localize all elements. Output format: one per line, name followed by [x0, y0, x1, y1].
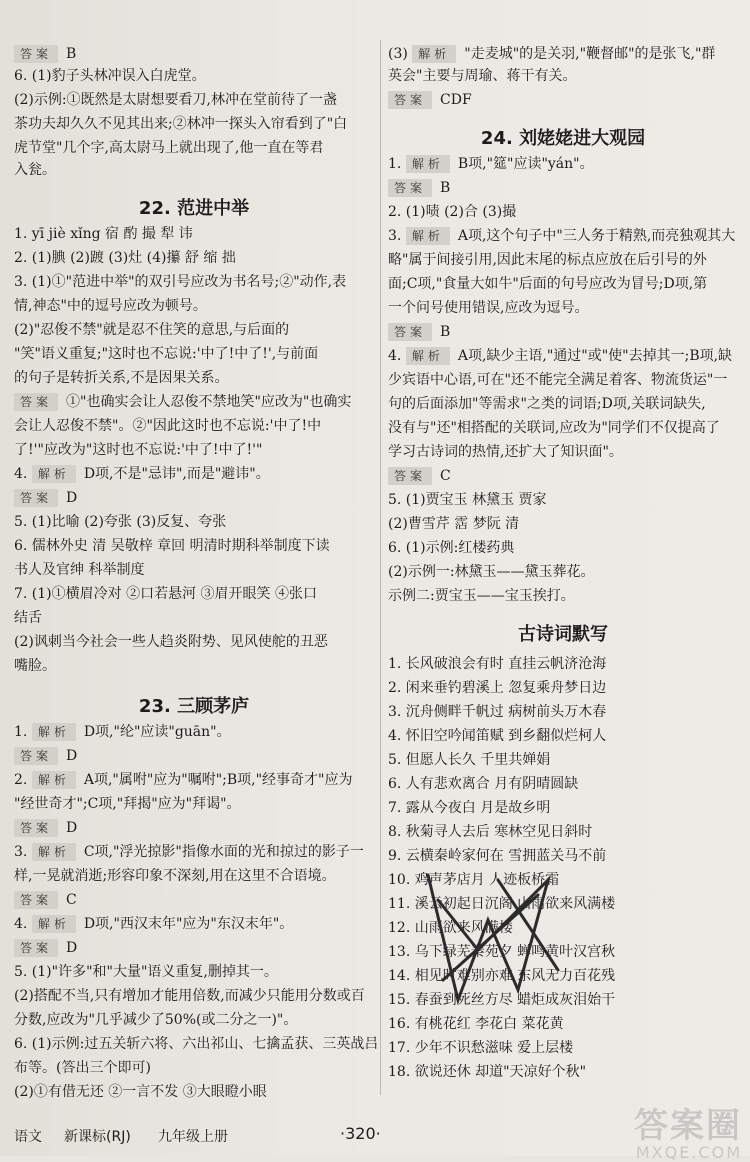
watermark-logo: 答案圈 [634, 1106, 742, 1146]
left-text-line: 3. (1)①"范进中举"的双引号应改为书名号;②"动作,表 [14, 274, 347, 290]
analysis-label: 解析 [32, 465, 76, 483]
footer-subject: 语文 [14, 1129, 42, 1145]
right-text-line: 示例二:贾宝玉——宝玉挨打。 [388, 588, 575, 604]
answer-label: 答案 [14, 45, 58, 63]
right-text-line: 7. 露从今夜白 月是故乡明 [388, 800, 551, 816]
left-section-title: 22. 范进中举 [138, 198, 250, 219]
left-text-line: 分数,应改为"几乎减少了50%(或二分之一)"。 [14, 1012, 298, 1028]
right-text-line: 18. 欲说还休 却道"天凉好个秋" [388, 1064, 587, 1080]
left-text-line: 嘴脸。 [14, 658, 56, 674]
watermark [634, 1098, 742, 1162]
left-text-line: (2)搭配不当,只有增加才能用倍数,而减少只能用分数或百 [14, 988, 365, 1004]
left-text-line [14, 818, 77, 838]
line-content: A项,这个句子中"三人务于精熟,而亮独观其大 [457, 228, 736, 244]
right-text-line: 2. (1)啧 (2)合 (3)撮 [388, 204, 517, 220]
watermark-url: MXQE.COM [635, 1143, 742, 1162]
line-content: D项,不是"忌讳",而是"避讳"。 [83, 466, 270, 482]
answer-label: 答案 [388, 467, 432, 485]
answer-label: 答案 [14, 891, 58, 909]
item-number: (3) [388, 46, 413, 62]
left-text-line: 5. (1)比喻 (2)夸张 (3)反复、夸张 [14, 514, 227, 530]
item-number: 1. [388, 156, 406, 172]
right-text-line: 12. 山雨欲来风满楼 [388, 920, 513, 936]
line-content: B [66, 46, 77, 62]
analysis-label: 解析 [32, 723, 76, 741]
right-text-line: 少宾语中心语,可在"还不能完全满足着客、物流货运"一 [388, 372, 728, 388]
left-text-line: 入瓮。 [14, 162, 56, 178]
right-text-line: 13. 乌下绿芜秦苑夕 蝉鸣黄叶汉宫秋 [388, 944, 616, 960]
answer-label: 答案 [14, 939, 58, 957]
left-text-line: 样,一晃就消逝;形容印象不深刻,用在这里不合语境。 [14, 868, 336, 884]
analysis-label: 解析 [32, 915, 76, 933]
line-content: A项,"属咐"应为"嘱咐";B项,"经事奇才"应为 [83, 772, 353, 788]
line-content: B项,"筵"应读"yán"。 [457, 156, 594, 172]
analysis-label: 解析 [412, 45, 456, 63]
column-divider [380, 40, 381, 1095]
line-content: B [440, 324, 451, 340]
right-text-line [388, 90, 472, 110]
footer-edition: 新课标(RJ) [64, 1129, 131, 1145]
right-text-line: 8. 秋菊寻人去后 寒林空见日斜时 [388, 824, 593, 840]
item-number: 4. [388, 348, 406, 364]
line-content: D项,"纶"应读"guān"。 [83, 724, 231, 740]
analysis-label: 解析 [32, 771, 76, 789]
item-number: 4. [14, 916, 32, 932]
left-text-line: "经世奇才";C项,"拜揭"应为"拜谒"。 [14, 796, 241, 812]
left-text-line: (2)"忍俊不禁"就是忍不住笑的意思,与后面的 [14, 322, 290, 338]
line-content: C [66, 892, 77, 908]
footer-grade: 九年级上册 [158, 1129, 228, 1145]
right-text-line: 15. 春蚕到死丝方尽 蜡炬成灰泪始干 [388, 992, 616, 1008]
right-text-line [388, 154, 594, 174]
answer-label: 答案 [14, 747, 58, 765]
left-text-line [14, 44, 76, 64]
right-text-line: 5. 但愿人长久 千里共婵娟 [388, 752, 551, 768]
line-content: CDF [440, 92, 472, 108]
right-text-line [388, 322, 450, 342]
left-text-line: 书人及官绅 科举制度 [14, 562, 145, 578]
right-text-line: 略"属于间接引用,因此末尾的标点应放在后引号的外 [388, 252, 707, 268]
item-number: 4. [14, 466, 32, 482]
analysis-label: 解析 [406, 155, 450, 173]
item-number: 2. [14, 772, 32, 788]
right-text-line [388, 346, 732, 366]
left-text-line [14, 722, 231, 742]
left-text-line [14, 914, 293, 934]
left-text-line: 虎节堂"几个字,高太尉马上就出现了,他一直在等君 [14, 140, 324, 156]
left-text-line: 的句子是转折关系,不是因果关系。 [14, 370, 229, 386]
left-text-line: 结舌 [14, 610, 42, 626]
left-section-title: 23. 三顾茅庐 [138, 696, 250, 717]
right-text-line [388, 226, 735, 246]
left-text-line: (2)讽刺当今社会一些人趋炎附势、见风使舵的丑恶 [14, 634, 328, 650]
left-text-line [14, 392, 351, 412]
left-text-line: 了!'"应改为"这时也不忘说:'中了!中了!'" [14, 442, 263, 458]
line-content: D [66, 940, 78, 956]
right-text-line: 没有与"还"相搭配的关联词,应改为"同学们不仅提高了 [388, 420, 720, 436]
right-text-line: 11. 溪云初起日沉阁 山雨欲来风满楼 [388, 896, 616, 912]
right-text-line: 10. 鸡声茅店月 人迹板桥霜 [388, 872, 560, 888]
left-text-line [14, 746, 77, 766]
line-content: D [66, 490, 78, 506]
line-content: B [440, 180, 451, 196]
handwritten-scribble [418, 860, 568, 1010]
line-content: A项,缺少主语,"通过"或"使"去掉其一;B项,缺 [457, 348, 733, 364]
left-text-line: 茶功夫却久久不见其出来;②林冲一探头入帘看到了"白 [14, 116, 348, 132]
line-content: ①"也确实会让人忍俊不禁地笑"应改为"也确实 [66, 394, 352, 410]
left-text-line: (2)示例:①既然是太尉想要看刀,林冲在堂前待了一盏 [14, 92, 337, 108]
answer-label: 答案 [14, 819, 58, 837]
analysis-label: 解析 [32, 843, 76, 861]
right-text-line: 9. 云横秦岭家何在 雪拥蓝关马不前 [388, 848, 607, 864]
left-text-line: 布等。(答出三个即可) [14, 1060, 151, 1076]
answer-label: 答案 [14, 393, 58, 411]
right-text-line: (2)示例一:林黛玉——黛玉葬花。 [388, 564, 595, 580]
line-content: D [66, 748, 78, 764]
left-text-line: (2)①有借无还 ②一言不发 ③大眼瞪小眼 [14, 1084, 267, 1100]
right-text-line [388, 178, 450, 198]
right-text-line: (2)曹雪芹 霑 梦阮 清 [388, 516, 520, 532]
left-text-line: 会让人忍俊不禁"。②"因此这时也不忘说:'中了!中 [14, 418, 322, 434]
left-text-line [14, 938, 77, 958]
right-text-line: 17. 少年不识愁滋味 爱上层楼 [388, 1040, 574, 1056]
item-number: 3. [388, 228, 406, 244]
left-text-line: 6. 儒林外史 清 吴敬梓 章回 明清时期科举制度下读 [14, 538, 330, 554]
left-text-line: "笑"语义重复;"这时也不忘说:'中了!中了!',与前面 [14, 346, 319, 362]
left-text-line: 1. yī jiè xǐng 宿 酌 撮 犁 讳 [14, 226, 193, 242]
right-text-line: 面;C项,"食量大如牛"后面的句号应改为冒号;D项,第 [388, 276, 708, 292]
answer-label: 答案 [388, 91, 432, 109]
right-text-line: 5. (1)贾宝玉 林黛玉 贾家 [388, 492, 547, 508]
right-text-line: 14. 相见时难别亦难 东风无力百花残 [388, 968, 616, 984]
right-text-line [388, 44, 715, 64]
left-text-line: 情,神态"中的逗号应改为顿号。 [14, 298, 207, 314]
left-text-line [14, 890, 77, 910]
answer-label: 答案 [388, 179, 432, 197]
left-text-line [14, 488, 77, 508]
left-text-line: 7. (1)①横眉冷对 ②口若悬河 ③眉开眼笑 ④张口 [14, 586, 317, 602]
right-text-line: 一个问号使用错误,应改为逗号。 [388, 300, 589, 316]
right-text-line: 英会"主要与周瑜、蒋干有关。 [388, 68, 577, 84]
left-text-line: 2. (1)腆 (2)踱 (3)灶 (4)攥 舒 缩 拙 [14, 250, 236, 266]
right-text-line: 3. 沉舟侧畔千帆过 病树前头万木春 [388, 704, 607, 720]
analysis-label: 解析 [406, 227, 450, 245]
right-text-line: 2. 闲来垂钓碧溪上 忽复乘舟梦日边 [388, 680, 607, 696]
analysis-label: 解析 [406, 347, 450, 365]
answer-label: 答案 [14, 489, 58, 507]
right-text-line: 句的后面添加"等需求"之类的词语;D项,关联词缺失, [388, 396, 706, 412]
right-section-title: 古诗词默写 [518, 624, 608, 645]
right-section-title: 24. 刘姥姥进大观园 [480, 128, 646, 149]
item-number: 3. [14, 844, 32, 860]
left-text-line [14, 464, 270, 484]
right-text-line [388, 466, 451, 486]
right-text-line: 4. 怀旧空吟闻笛赋 到乡翻似烂柯人 [388, 728, 607, 744]
line-content: "走麦城"的是关羽,"鞭督邮"的是张飞,"群 [464, 46, 716, 62]
line-content: C项,"浮光掠影"指像水面的光和掠过的影子一 [83, 844, 364, 860]
left-text-line [14, 842, 364, 862]
answer-label: 答案 [388, 323, 432, 341]
right-text-line: 学习古诗词的热情,还扩大了知识面"。 [388, 444, 623, 460]
left-text-line [14, 770, 352, 790]
item-number: 1. [14, 724, 32, 740]
right-text-line: 6. (1)示例:红楼药典 [388, 540, 515, 556]
line-content: C [440, 468, 451, 484]
left-text-line: 6. (1)示例:过五关斩六将、六出祁山、七擒孟获、三英战吕 [14, 1036, 379, 1052]
left-text-line: 5. (1)"许多"和"大量"语义重复,删掉其一。 [14, 964, 278, 980]
right-text-line: 6. 人有悲欢离合 月有阴晴圆缺 [388, 776, 579, 792]
line-content: D项,"西汉末年"应为"东汉末年"。 [83, 916, 294, 932]
right-text-line: 16. 有桃花红 李花白 菜花黄 [388, 1016, 564, 1032]
left-text-line: 6. (1)豹子头林冲误入白虎堂。 [14, 68, 206, 84]
page-number: ·320· [340, 1124, 381, 1143]
right-text-line: 1. 长风破浪会有时 直挂云帆济沧海 [388, 656, 607, 672]
line-content: D [66, 820, 78, 836]
